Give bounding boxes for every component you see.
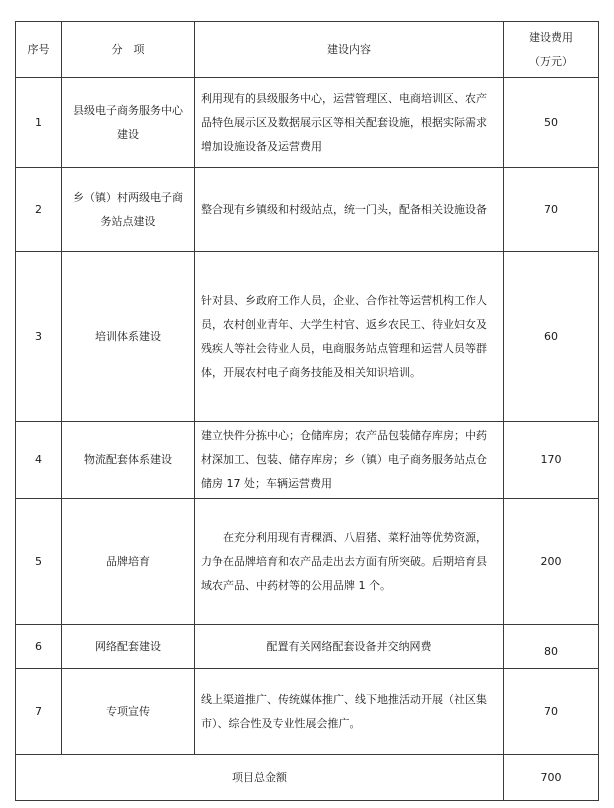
table-row — [16, 499, 599, 625]
row-cost: 50 — [504, 78, 599, 168]
row-cost: 70 — [504, 669, 599, 755]
row-no: 5 — [16, 499, 62, 625]
row-item: 品牌培育 — [62, 499, 195, 625]
row-cost: 200 — [504, 499, 599, 625]
row-cost: 60 — [504, 252, 599, 422]
row-item: 培训体系建设 — [62, 252, 195, 422]
row-cost: 70 — [504, 168, 599, 252]
header-cost-line2: （万元） — [529, 54, 573, 68]
row-content: 在充分利用现有青稞酒、八眉猪、菜籽油等优势资源，力争在品牌培育和农产品走出去方面有所突破。后期培育县域农产品、中药材等的公用品牌 1 个。 — [195, 499, 504, 625]
header-cost — [504, 22, 599, 78]
row-no: 2 — [16, 168, 62, 252]
row-no: 6 — [16, 625, 62, 669]
row-content: 整合现有乡镇级和村级站点，统一门头，配备相关设施设备 — [195, 168, 504, 252]
row-content: 建立快件分拣中心；仓储库房；农产品包装储存库房；中药材深加工、包装、储存库房；乡（镇）电子商务服务站点仓储房 17 处；车辆运营费用 — [195, 422, 504, 499]
header-row — [16, 22, 599, 78]
row-no: 7 — [16, 669, 62, 755]
table-row — [16, 168, 599, 252]
header-no: 序号 — [16, 22, 62, 78]
row-no: 1 — [16, 78, 62, 168]
budget-table — [15, 21, 599, 801]
header-item: 分 项 — [62, 22, 195, 78]
row-cost: 170 — [504, 422, 599, 499]
row-item: 乡（镇）村两级电子商务站点建设 — [62, 168, 195, 252]
row-no: 3 — [16, 252, 62, 422]
header-cost-line1: 建设费用 — [529, 30, 573, 44]
table-row — [16, 422, 599, 499]
table-row — [16, 669, 599, 755]
row-content: 配置有关网络配套设备并交纳网费 — [195, 625, 504, 669]
row-item: 物流配套体系建设 — [62, 422, 195, 499]
row-no: 4 — [16, 422, 62, 499]
row-content: 利用现有的县级服务中心，运营管理区、电商培训区、农产品特色展示区及数据展示区等相关配套设施，根据实际需求增加设施设备及运营费用 — [195, 78, 504, 168]
table-row — [16, 252, 599, 422]
row-item: 网络配套建设 — [62, 625, 195, 669]
row-cost: 80 — [504, 625, 599, 669]
total-label: 项目总金额 — [16, 755, 504, 801]
table-row — [16, 625, 599, 669]
total-cost: 700 — [504, 755, 599, 801]
row-content: 针对县、乡政府工作人员，企业、合作社等运营机构工作人员，农村创业青年、大学生村官、返乡农民工、待业妇女及残疾人等社会待业人员，电商服务站点管理和运营人员等群体，开展农村电子商务技能及相关知识培训。 — [195, 252, 504, 422]
row-item: 专项宣传 — [62, 669, 195, 755]
row-item: 县级电子商务服务中心建设 — [62, 78, 195, 168]
row-content: 线上渠道推广、传统媒体推广、线下地推活动开展（社区集市）、综合性及专业性展会推广。 — [195, 669, 504, 755]
header-content: 建设内容 — [195, 22, 504, 78]
table-row — [16, 78, 599, 168]
total-row — [16, 755, 599, 801]
